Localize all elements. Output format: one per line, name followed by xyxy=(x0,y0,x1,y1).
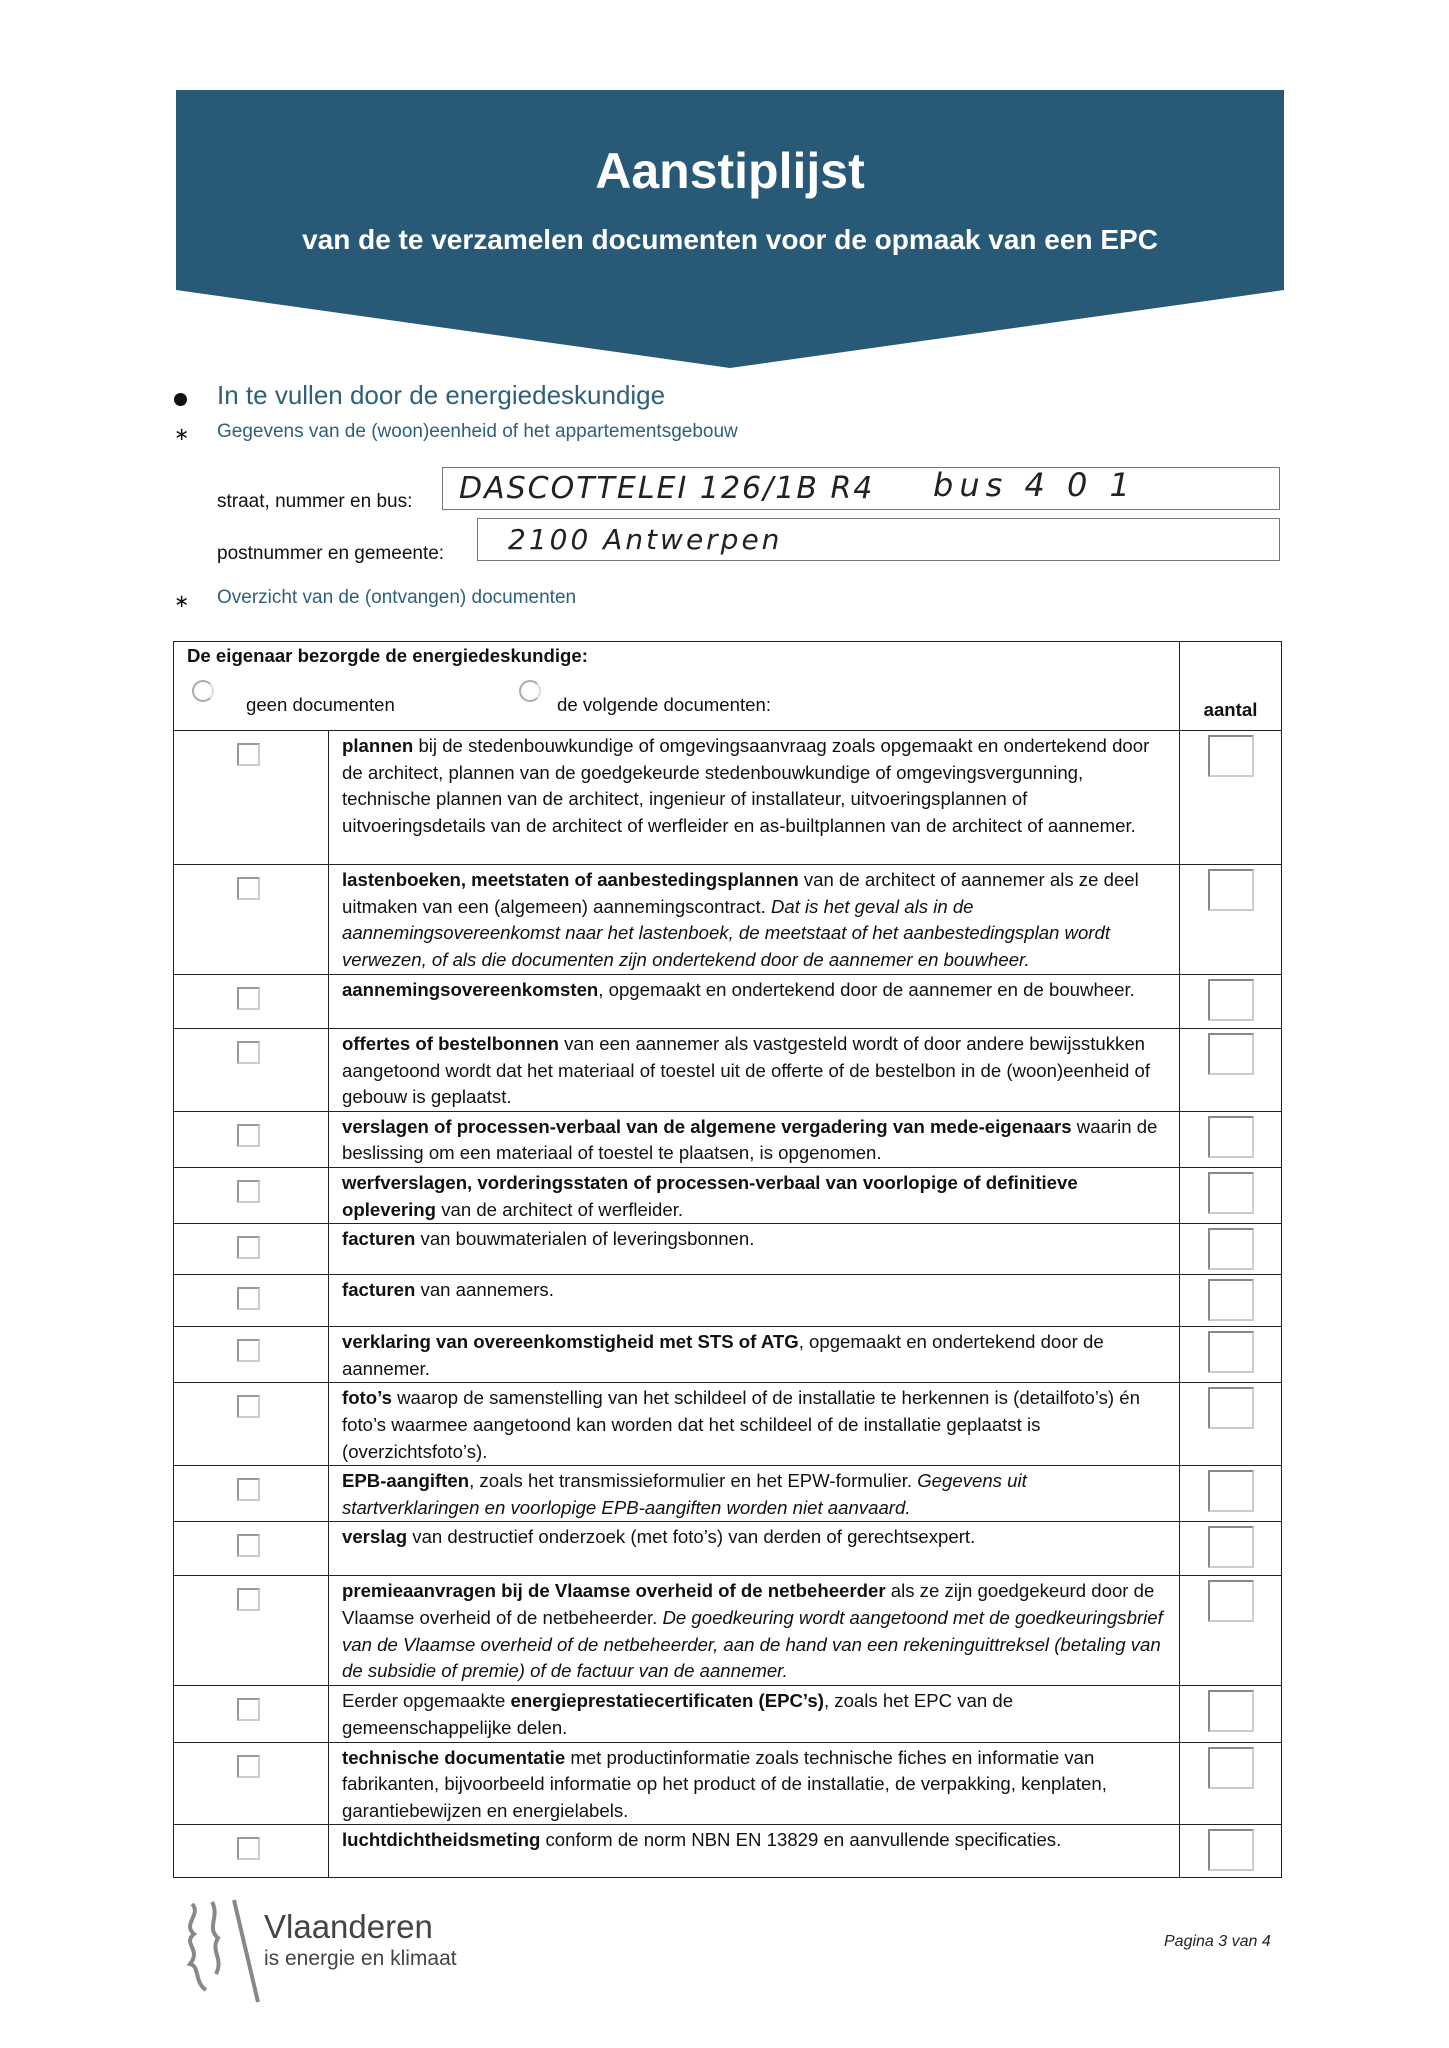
document-text: van de architect of aannemer als ze deel uitmaken van een (algemeen) aannemingscontract. xyxy=(342,869,1139,917)
document-row xyxy=(174,1742,1282,1825)
checkbox-cell xyxy=(174,1327,329,1383)
flemish-lion-logo xyxy=(172,1894,262,2006)
document-row xyxy=(174,1111,1282,1167)
table-header-cell xyxy=(174,642,1180,731)
radio-no-documents[interactable] xyxy=(192,680,214,702)
street-input[interactable] xyxy=(442,467,1280,510)
count-cell xyxy=(1180,1167,1282,1223)
banner-shape xyxy=(0,0,1449,400)
asterisk-icon: ∗ xyxy=(174,591,190,611)
checkbox-cell xyxy=(174,1522,329,1576)
document-row xyxy=(174,1825,1282,1878)
document-description xyxy=(329,1111,1180,1167)
postal-input[interactable] xyxy=(477,518,1280,561)
document-type: plannen xyxy=(342,735,414,756)
document-text: Eerder opgemaakte xyxy=(342,1690,511,1712)
document-checkbox[interactable] xyxy=(237,743,260,766)
count-input[interactable] xyxy=(1208,1033,1254,1075)
document-type: premieaanvragen bij de Vlaamse overheid of de netbeheerder xyxy=(342,1580,886,1602)
document-description xyxy=(329,1466,1180,1522)
document-note: Gegevens uit startverklaringen en voorlopige EPB-aangiften worden niet aanvaard. xyxy=(342,1470,1027,1518)
count-input[interactable] xyxy=(1208,1470,1254,1512)
count-input[interactable] xyxy=(1208,1279,1254,1321)
document-description xyxy=(329,975,1180,1029)
document-description xyxy=(329,1275,1180,1327)
count-input[interactable] xyxy=(1208,1172,1254,1214)
count-header: aantal xyxy=(1203,699,1258,720)
count-cell xyxy=(1180,1275,1282,1327)
document-type: offertes of bestelbonnen xyxy=(342,1033,559,1054)
count-cell xyxy=(1180,1029,1282,1112)
checkbox-cell xyxy=(174,975,329,1029)
document-text: van aannemers. xyxy=(415,1279,554,1301)
count-header-cell xyxy=(1180,642,1282,731)
checkbox-cell xyxy=(174,1224,329,1275)
document-checkbox[interactable] xyxy=(237,1755,260,1778)
document-checkbox[interactable] xyxy=(237,1837,260,1860)
document-checkbox[interactable] xyxy=(237,1124,260,1147)
document-text: waarop de samenstelling van het schildeel of de installatie te herkennen is (detailfoto’s) én foto’s waarmee aangetoond kan worden dat het schildeel of de installatie geplaatst is (overzichtsfoto’s). xyxy=(342,1387,1140,1462)
document-description xyxy=(329,865,1180,975)
document-note: Dat is het geval als in de aannemingsovereenkomst naar het lastenboek, de meetstaat of het aanbestedingsplan wordt verwezen, of als die documenten zijn ondertekend door de aannemer en bouwheer. xyxy=(342,895,1111,970)
section-subheading-docs: Overzicht van de (ontvangen) documenten xyxy=(217,587,577,608)
checkbox-cell xyxy=(174,1686,329,1742)
count-cell xyxy=(1180,1825,1282,1878)
document-type: verklaring van overeenkomstigheid met STS of ATG xyxy=(342,1331,799,1353)
document-note: De goedkeuring wordt aangetoond met de goedkeuringsbrief van de Vlaamse overheid of de netbeheerder, aan de hand van een rekeninguittreksel (betaling van de subsidie of premie) of de factuur van de aannemer. xyxy=(342,1606,1163,1682)
document-row xyxy=(174,1383,1282,1466)
document-text: van destructief onderzoek (met foto’s) van derden of gerechtsexpert. xyxy=(407,1526,976,1548)
document-type: aannemingsovereenkomsten xyxy=(342,979,599,1000)
document-checkbox[interactable] xyxy=(237,1478,260,1501)
document-checkbox[interactable] xyxy=(237,1339,260,1362)
document-checkbox[interactable] xyxy=(237,1180,260,1203)
checkbox-cell xyxy=(174,1383,329,1466)
postal-handwriting: 2100 Antwerpen xyxy=(508,523,783,556)
document-type: EPB-aangiften xyxy=(342,1470,470,1492)
option-following-documents-label: de volgende documenten: xyxy=(557,694,771,715)
radio-following-documents[interactable] xyxy=(519,680,541,702)
checkbox-cell xyxy=(174,1576,329,1686)
document-row xyxy=(174,1327,1282,1383)
section-heading: In te vullen door de energiedeskundige xyxy=(217,380,666,410)
checkbox-cell xyxy=(174,1825,329,1878)
document-row xyxy=(174,1466,1282,1522)
count-cell xyxy=(1180,865,1282,975)
document-type: facturen xyxy=(342,1279,416,1301)
page-title: Aanstiplijst xyxy=(595,143,865,199)
checkbox-cell xyxy=(174,1029,329,1112)
count-cell xyxy=(1180,1466,1282,1522)
document-description xyxy=(329,1686,1180,1742)
count-input[interactable] xyxy=(1208,735,1254,777)
count-cell xyxy=(1180,1383,1282,1466)
document-row xyxy=(174,1576,1282,1686)
checkbox-cell xyxy=(174,1167,329,1223)
document-checkbox[interactable] xyxy=(237,1698,260,1721)
count-input[interactable] xyxy=(1208,869,1254,911)
count-cell xyxy=(1180,1576,1282,1686)
postal-label: postnummer en gemeente: xyxy=(217,543,445,564)
street-handwriting-bus: bus 4 0 1 xyxy=(933,466,1136,504)
document-row xyxy=(174,1029,1282,1112)
document-description xyxy=(329,1383,1180,1466)
document-row xyxy=(174,1275,1282,1327)
document-row xyxy=(174,1522,1282,1576)
document-type: energieprestatiecertificaten (EPC’s) xyxy=(510,1690,824,1712)
street-label: straat, nummer en bus: xyxy=(217,491,413,512)
document-text: van bouwmaterialen of leveringsbonnen. xyxy=(415,1228,755,1250)
checkbox-cell xyxy=(174,1111,329,1167)
document-type: verslagen of processen-verbaal van de algemene vergadering van mede-eigenaars xyxy=(342,1115,1072,1137)
document-text: als ze zijn goedgekeurd door de Vlaamse overheid of de netbeheerder. xyxy=(342,1580,1155,1628)
document-type: facturen xyxy=(342,1228,416,1250)
document-type: werfverslagen, vorderingsstaten of processen-verbaal van voorlopige of definitieve oplevering xyxy=(342,1171,1078,1220)
checkbox-cell xyxy=(174,1742,329,1825)
document-row xyxy=(174,731,1282,865)
document-text: van de architect of werfleider. xyxy=(436,1198,684,1220)
document-type: lastenboeken, meetstaten of aanbestedingsplannen xyxy=(342,869,799,890)
footer-brand: Vlaanderen xyxy=(264,1908,433,1945)
count-cell xyxy=(1180,1522,1282,1576)
footer-tagline: is energie en klimaat xyxy=(264,1947,457,1970)
count-input[interactable] xyxy=(1208,1331,1254,1373)
count-input[interactable] xyxy=(1208,1690,1254,1732)
count-cell xyxy=(1180,731,1282,865)
document-description xyxy=(329,1224,1180,1275)
count-input[interactable] xyxy=(1208,1829,1254,1871)
count-cell xyxy=(1180,1686,1282,1742)
document-checkbox[interactable] xyxy=(237,1041,260,1064)
checkbox-cell xyxy=(174,1466,329,1522)
count-cell xyxy=(1180,975,1282,1029)
document-text: conform de norm NBN EN 13829 en aanvullende specificaties. xyxy=(540,1829,1062,1851)
document-row xyxy=(174,975,1282,1029)
document-text: , opgemaakt en ondertekend door de aannemer en de bouwheer. xyxy=(598,979,1135,1000)
document-type: foto’s xyxy=(342,1387,392,1409)
document-text: , zoals het EPC van de gemeenschappelijke delen. xyxy=(342,1690,1014,1738)
document-type: luchtdichtheidsmeting xyxy=(342,1829,541,1851)
document-description xyxy=(329,1825,1180,1878)
document-checkbox[interactable] xyxy=(237,1395,260,1418)
document-checkbox[interactable] xyxy=(237,1287,260,1310)
count-input[interactable] xyxy=(1208,1526,1254,1568)
documents-table xyxy=(173,641,1282,1878)
count-input[interactable] xyxy=(1208,1387,1254,1429)
document-text: , zoals het transmissieformulier en het EPW-formulier. xyxy=(469,1470,918,1492)
table-header-text: De eigenaar bezorgde de energiedeskundige: xyxy=(187,645,588,666)
checkbox-cell xyxy=(174,865,329,975)
section-subheading-unit: Gegevens van de (woon)eenheid of het appartementsgebouw xyxy=(217,421,738,442)
checkbox-cell xyxy=(174,731,329,865)
document-checkbox[interactable] xyxy=(237,1236,260,1259)
document-row xyxy=(174,1686,1282,1742)
document-checkbox[interactable] xyxy=(237,987,260,1010)
document-description xyxy=(329,1029,1180,1112)
document-description xyxy=(329,731,1180,865)
count-cell xyxy=(1180,1224,1282,1275)
count-input[interactable] xyxy=(1208,1228,1254,1270)
document-text: waarin de beslissing om een materiaal of toestel te plaatsen, is opgenomen. xyxy=(342,1115,1158,1164)
document-description xyxy=(329,1576,1180,1686)
document-text: , opgemaakt en ondertekend door de aannemer. xyxy=(342,1331,1104,1379)
page-subtitle: van de te verzamelen documenten voor de opmaak van een EPC xyxy=(302,224,1158,255)
document-checkbox[interactable] xyxy=(237,877,260,900)
document-type: verslag xyxy=(342,1526,408,1548)
document-text: met productinformatie zoals technische fiches en informatie van fabrikanten, bijvoorbeeld informatie op het product of de installatie, de verpakking, kenplaten, garantiebewijzen en energielabels. xyxy=(342,1746,1107,1821)
document-description xyxy=(329,1742,1180,1825)
checkbox-cell xyxy=(174,1275,329,1327)
document-description xyxy=(329,1522,1180,1576)
count-cell xyxy=(1180,1742,1282,1825)
header-banner xyxy=(0,0,1449,400)
count-input[interactable] xyxy=(1208,1747,1254,1789)
document-checkbox[interactable] xyxy=(237,1588,260,1611)
option-no-documents-label: geen documenten xyxy=(246,694,395,715)
document-row xyxy=(174,865,1282,975)
document-row xyxy=(174,1167,1282,1223)
document-type: technische documentatie xyxy=(342,1746,566,1768)
document-description xyxy=(329,1167,1180,1223)
count-input[interactable] xyxy=(1208,979,1254,1021)
count-input[interactable] xyxy=(1208,1580,1254,1622)
page-number: Pagina 3 van 4 xyxy=(1164,1933,1271,1950)
document-description xyxy=(329,1327,1180,1383)
document-text: van een aannemer als vastgesteld wordt of door andere bewijsstukken aangetoond wordt dat het materiaal of toestel uit de offerte of de bestelbon in de (woon)eenheid of gebouw is geplaatst. xyxy=(342,1033,1151,1108)
bullet-icon xyxy=(174,393,187,406)
document-checkbox[interactable] xyxy=(237,1534,260,1557)
count-input[interactable] xyxy=(1208,1116,1254,1158)
table-header-row xyxy=(174,642,1282,731)
document-row xyxy=(174,1224,1282,1275)
street-handwriting: DASCOTTELEI 126/1B R4 xyxy=(459,471,875,506)
count-cell xyxy=(1180,1111,1282,1167)
count-cell xyxy=(1180,1327,1282,1383)
document-text: bij de stedenbouwkundige of omgevingsaanvraag zoals opgemaakt en ondertekend door de architect, plannen van de goedgekeurde stedenbouwkundige of omgevingsvergunning, technische plannen van de architect, ingenieur of installateur, uitvoeringsplannen of uitvoeringsdetails van de architect of werfleider en as-builtplannen van de architect of aannemer. xyxy=(342,735,1150,836)
asterisk-icon: ∗ xyxy=(174,424,190,444)
